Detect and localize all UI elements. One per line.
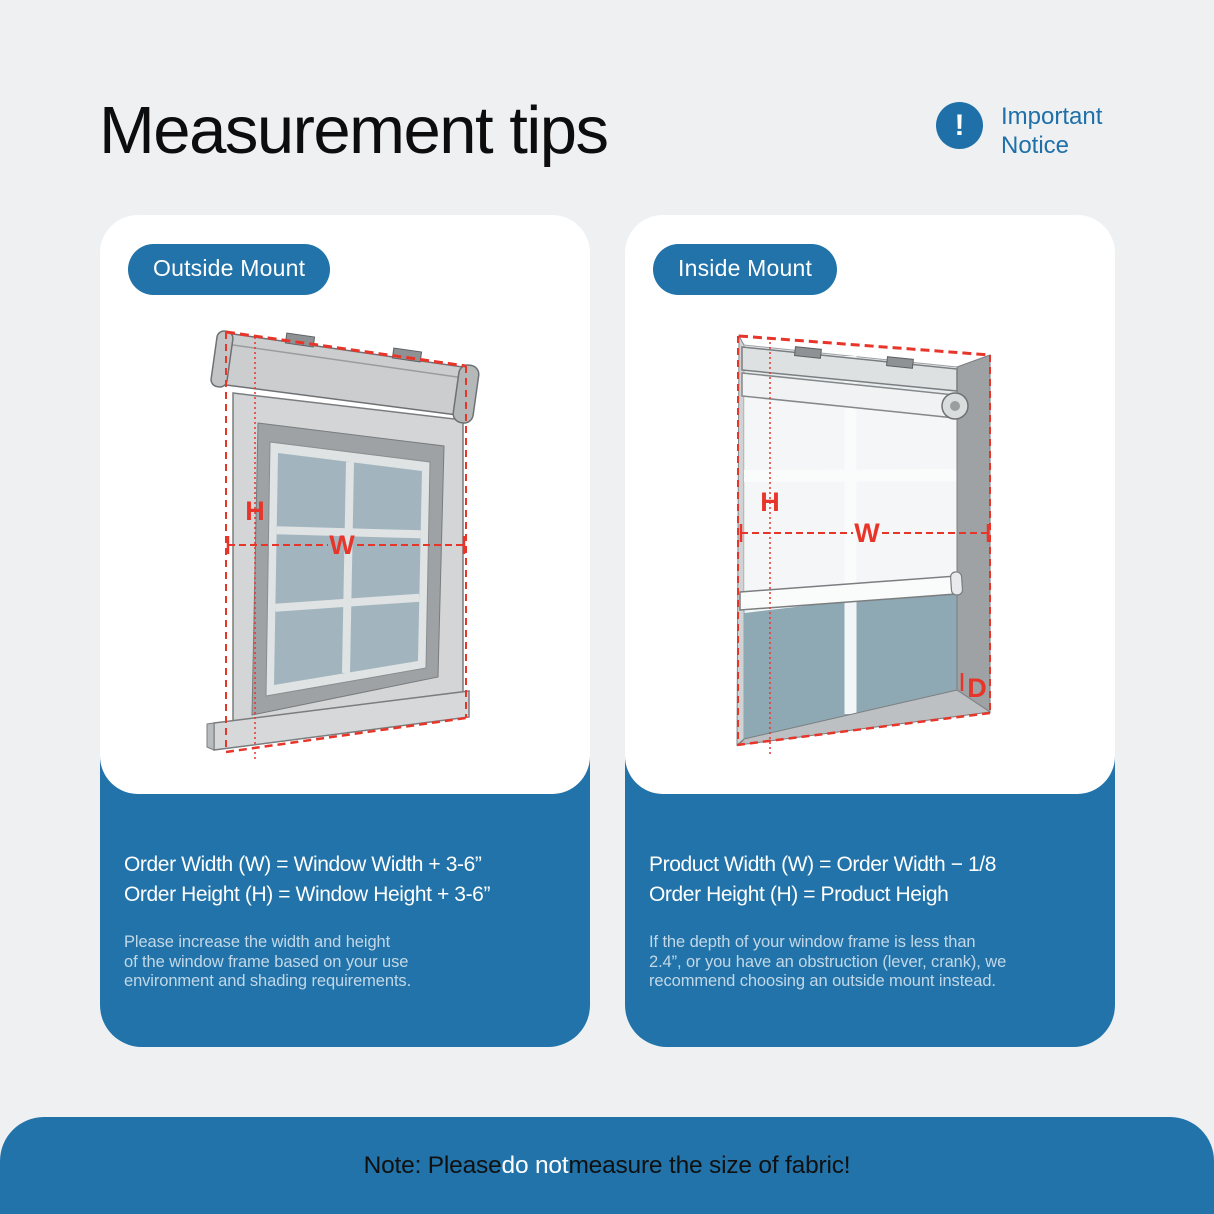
depth-label: D <box>967 673 987 703</box>
inside-mount-note <box>649 933 1105 992</box>
note-line: environment and shading requirements. <box>124 972 412 990</box>
width-label: W <box>854 518 880 548</box>
note-line: of the window frame based on your use <box>124 952 409 971</box>
outside-mount-formula <box>124 850 580 910</box>
important-notice-line1: Important <box>1001 103 1103 130</box>
note-line: recommend choosing an outside mount instead. <box>649 972 996 990</box>
important-notice-line2: Notice <box>1001 132 1070 159</box>
outside-mount-info <box>100 794 590 1047</box>
footer-note <box>0 1117 1214 1214</box>
formula-line: Order Height (H) = Window Height + 3-6” <box>124 883 491 906</box>
inside-mount-badge: Inside Mount <box>653 244 837 295</box>
outside-mount-card <box>100 215 590 1047</box>
footer-note-prefix: Note: Please <box>363 1151 502 1179</box>
height-label: H <box>245 496 265 526</box>
width-label: W <box>329 530 355 560</box>
note-line: 2.4”, or you have an obstruction (lever, crank), we <box>649 952 1007 971</box>
inside-mount-formula <box>649 850 1105 910</box>
mount-cards <box>100 215 1115 1047</box>
page-title: Measurement tips <box>99 93 608 168</box>
formula-line: Order Width (W) = Window Width + 3-6” <box>124 853 482 876</box>
outside-mount-window-illustration <box>100 215 590 794</box>
height-label: H <box>760 487 780 517</box>
inside-mount-info <box>625 794 1115 1047</box>
formula-line: Product Width (W) = Order Width − 1/8 <box>649 853 996 876</box>
footer-note-suffix: measure the size of fabric! <box>568 1151 851 1179</box>
inside-mount-illustration-panel <box>625 215 1115 794</box>
exclamation-icon: ! <box>936 102 983 149</box>
note-line: If the depth of your window frame is less than <box>649 933 976 951</box>
outside-mount-badge: Outside Mount <box>128 244 330 295</box>
inside-mount-window-illustration <box>625 215 1115 794</box>
important-notice-text <box>1001 102 1102 160</box>
footer-note-highlight: do not <box>501 1151 569 1179</box>
inside-mount-card <box>625 215 1115 1047</box>
outside-mount-note <box>124 933 580 992</box>
formula-line: Order Height (H) = Product Heigh <box>649 883 949 906</box>
note-line: Please increase the width and height <box>124 933 391 951</box>
important-notice <box>936 102 1102 160</box>
outside-mount-illustration-panel <box>100 215 590 794</box>
